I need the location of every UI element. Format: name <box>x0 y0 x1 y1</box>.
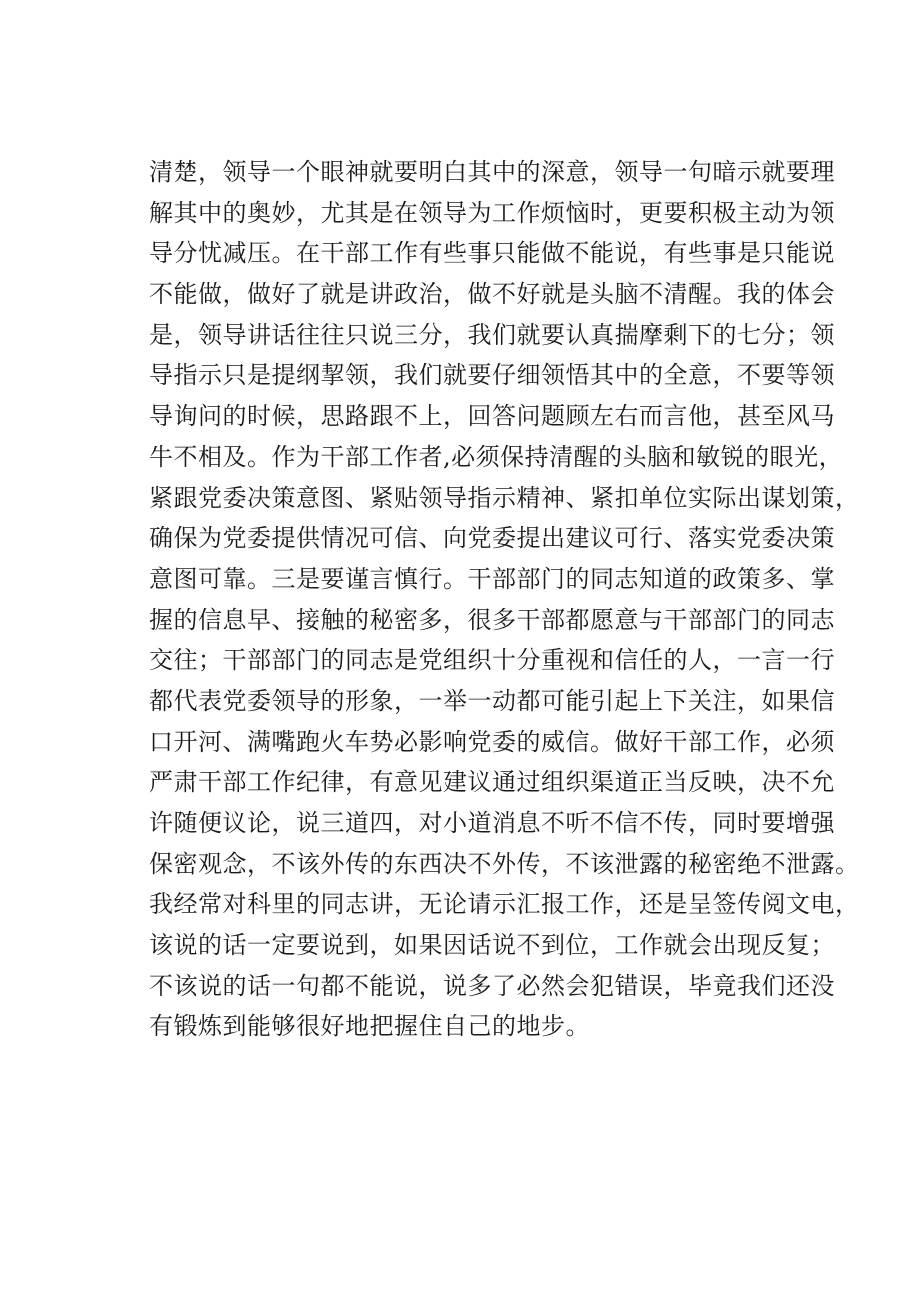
text-line: 清楚，领导一个眼神就要明白其中的深意，领导一句暗示就要理 <box>149 158 835 186</box>
text-line: 意图可靠。三是要谨言慎行。干部部门的同志知道的政策多、掌 <box>149 564 835 593</box>
text-line: 牛不相及。作为干部工作者,必须保持清醒的头脑和敏锐的眼光， <box>149 442 844 471</box>
text-line: 我经常对科里的同志讲，无论请示汇报工作，还是呈签传阅文电， <box>149 890 860 919</box>
text-line: 口开河、满嘴跑火车势必影响党委的威信。做好干部工作，必须 <box>149 727 835 756</box>
text-line: 握的信息早、接触的秘密多，很多干部都愿意与干部部门的同志 <box>149 605 835 634</box>
text-line: 紧跟党委决策意图、紧贴领导指示精神、紧扣单位实际出谋划策， <box>149 483 860 512</box>
text-line: 导指示只是提纲挈领，我们就要仔细领悟其中的全意，不要等领 <box>149 361 835 390</box>
text-line: 不该说的话一句都不能说，说多了必然会犯错误，毕竟我们还没 <box>149 971 835 1000</box>
text-line: 交往；干部部门的同志是党组织十分重视和信任的人，一言一行 <box>149 646 835 675</box>
text-line: 都代表党委领导的形象，一举一动都可能引起上下关注，如果信 <box>149 686 835 715</box>
text-line: 导分忧减压。在干部工作有些事只能做不能说，有些事是只能说 <box>149 239 835 268</box>
text-line: 不能做，做好了就是讲政治，做不好就是头脑不清醒。我的体会 <box>149 280 835 309</box>
text-line: 解其中的奥妙，尤其是在领导为工作烦恼时，更要积极主动为领 <box>149 198 835 227</box>
body-text <box>149 152 860 1047</box>
text-line: 确保为党委提供情况可信、向党委提出建议可行、落实党委决策 <box>149 524 835 553</box>
text-line: 保密观念，不该外传的东西决不外传，不该泄露的秘密绝不泄露。 <box>149 849 860 878</box>
text-line: 严肃干部工作纪律，有意见建议通过组织渠道正当反映，决不允 <box>149 768 835 797</box>
text-line: 许随便议论，说三道四，对小道消息不听不信不传，同时要增强 <box>149 809 835 837</box>
text-line: 是，领导讲话往往只说三分，我们就要认真揣摩剩下的七分；领 <box>149 320 835 349</box>
text-line: 导询问的时候，思路跟不上，回答问题顾左右而言他，甚至风马 <box>149 402 835 431</box>
text-line: 有锻炼到能够很好地把握住自己的地步。 <box>149 1012 590 1041</box>
text-line: 该说的话一定要说到，如果因话说不到位，工作就会出现反复； <box>149 931 835 960</box>
